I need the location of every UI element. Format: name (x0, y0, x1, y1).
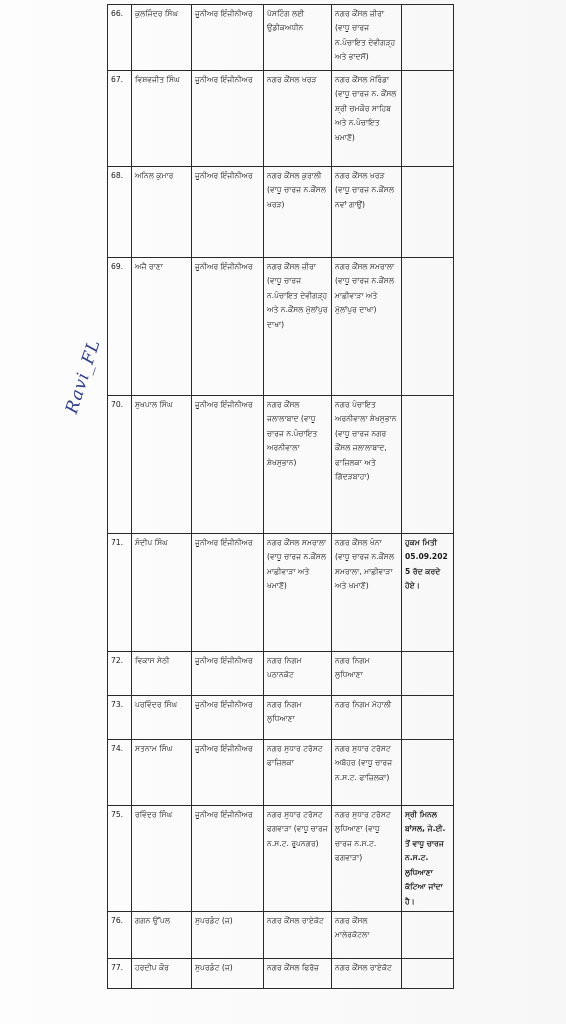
current-posting: ਨਗਰ ਕੌਂਸਲ ਖਰੜ (264, 71, 332, 167)
designation: ਜੂਨੀਅਰ ਇੰਜੀਨੀਅਰ (192, 167, 264, 258)
current-posting: ਨਗਰ ਕੌਂਸਲ ਕੁਰਾਲੀ (ਵਾਧੂ ਚਾਰਜ ਨ.ਕੌਂਸਲ ਖਰੜ) (264, 167, 332, 258)
table-row (108, 652, 454, 696)
remarks (402, 5, 454, 71)
table-row (108, 911, 454, 958)
current-posting: ਨਗਰ ਸੁਧਾਰ ਟਰੱਸਟ ਫਾਜ਼ਿਲਕਾ (264, 740, 332, 806)
employee-name: ਵਿਕਾਸ ਸੇਠੀ (132, 652, 192, 696)
employee-name: ਗਗਨ ਉੱਪਲ (132, 911, 192, 958)
remarks (402, 911, 454, 958)
new-posting: ਨਗਰ ਕੌਂਸਲ ਰਾਏਕੋਟ (332, 958, 402, 988)
table-row (108, 71, 454, 167)
current-posting: ਨਗਰ ਕੌਂਸਲ ਫਿਰੋਜ਼ (264, 958, 332, 988)
serial-number: 70. (108, 396, 132, 534)
table-row (108, 740, 454, 806)
serial-number: 67. (108, 71, 132, 167)
new-posting: ਨਗਰ ਸੁਧਾਰ ਟਰੱਸਟ ਅਬੋਹਰ (ਵਾਧੂ ਚਾਰਜ ਨ.ਸ.ਟ. ਫਾਜ਼ਿਲਕਾ) (332, 740, 402, 806)
serial-number: 68. (108, 167, 132, 258)
current-posting: ਨਗਰ ਕੌਂਸਲ ਸਮਰਾਲਾ (ਵਾਧੂ ਚਾਰਜ ਨ.ਕੌਂਸਲ ਮਾਛੀਵਾੜਾ ਅਤੇ ਖਮਾਣੋਂ) (264, 534, 332, 652)
serial-number: 71. (108, 534, 132, 652)
serial-number: 66. (108, 5, 132, 71)
serial-number: 77. (108, 958, 132, 988)
remarks: ਹੁਕਮ ਮਿਤੀ 05.09.2025 ਰੱਦ ਕਰਦੇ ਹੋਏ। (402, 534, 454, 652)
remarks (402, 258, 454, 396)
new-posting: ਨਗਰ ਕੌਂਸਲ ਮੋਰਿੰਡਾ (ਵਾਧੂ ਚਾਰਜ ਨ. ਕੌਂਸਲ ਸ਼੍ਰੀ ਚਮਕੌਰ ਸਾਹਿਬ ਅਤੇ ਨ.ਪੰਚਾਇਤ ਖਮਾਣੋਂ) (332, 71, 402, 167)
remarks (402, 696, 454, 740)
employee-name: ਸੁਖਪਾਲ ਸਿੰਘ (132, 396, 192, 534)
serial-number: 73. (108, 696, 132, 740)
employee-name: ਕੁਲਜਿੰਦਰ ਸਿੰਘ (132, 5, 192, 71)
table-row (108, 958, 454, 988)
serial-number: 75. (108, 806, 132, 912)
new-posting: ਨਗਰ ਕੌਂਸਲ ਜ਼ੀਰਾ (ਵਾਧੂ ਚਾਰਜ ਨ.ਪੰਚਾਇਤ ਦੇਵੀਗੜ੍ਹ ਅਤੇ ਭਾਦਸੋਂ) (332, 5, 402, 71)
new-posting: ਨਗਰ ਕੌਂਸਲ ਖਰੜ (ਵਾਧੂ ਚਾਰਜ ਨ.ਕੌਂਸਲ ਨਵਾਂ ਗਾਉਂ) (332, 167, 402, 258)
new-posting: ਨਗਰ ਕੌਂਸਲ ਮਾਲੇਰਕੋਟਲਾ (332, 911, 402, 958)
current-posting: ਨਗਰ ਨਿਗਮ ਲੁਧਿਆਣਾ (264, 696, 332, 740)
designation: ਜੂਨੀਅਰ ਇੰਜੀਨੀਅਰ (192, 652, 264, 696)
new-posting: ਨਗਰ ਕੌਂਸਲ ਖੰਨਾ (ਵਾਧੂ ਚਾਰਜ ਨ.ਕੌਂਸਲ ਸਮਰਾਲਾ, ਮਾਛੀਵਾੜਾ ਅਤੇ ਖਮਾਣੋਂ) (332, 534, 402, 652)
current-posting: ਨਗਰ ਕੌਂਸਲ ਜ਼ੀਰਾ (ਵਾਧੂ ਚਾਰਜ ਨ.ਪੰਚਾਇਤ ਦੇਵੀਗੜ੍ਹ ਅਤੇ ਨ.ਕੌਂਸਲ ਮੁੱਲਾਂਪੁਰ ਦਾਖਾ) (264, 258, 332, 396)
designation: ਸੁਪਰਡੰਟ (ਜ) (192, 911, 264, 958)
serial-number: 72. (108, 652, 132, 696)
designation: ਜੂਨੀਅਰ ਇੰਜੀਨੀਅਰ (192, 696, 264, 740)
table-row (108, 258, 454, 396)
employee-name: ਸੰਦੀਪ ਸਿੰਘ (132, 534, 192, 652)
table-row (108, 5, 454, 71)
current-posting: ਨਗਰ ਸੁਧਾਰ ਟਰੱਸਟ ਫਗਵਾੜਾ (ਵਾਧੂ ਚਾਰਜ ਨ.ਸ.ਟ. ਰੂਪਨਗਰ) (264, 806, 332, 912)
employee-name: ਵਿਸ਼ਵਜੀਤ ਸਿੰਘ (132, 71, 192, 167)
remarks (402, 958, 454, 988)
designation: ਜੂਨੀਅਰ ਇੰਜੀਨੀਅਰ (192, 5, 264, 71)
table-row (108, 806, 454, 912)
current-posting: ਨਗਰ ਕੌਂਸਲ ਰਾਏਕੋਟ (264, 911, 332, 958)
employee-name: ਅਨਿਲ ਕੁਮਾਰ (132, 167, 192, 258)
new-posting: ਨਗਰ ਕੌਂਸਲ ਸਮਰਾਲਾ (ਵਾਧੂ ਚਾਰਜ ਨ.ਕੌਂਸਲ ਮਾਛੀਵਾੜਾ ਅਤੇ ਮੁੱਲਾਂਪੁਰ ਦਾਖਾ) (332, 258, 402, 396)
new-posting: ਨਗਰ ਨਿਗਮ ਮੋਹਾਲੀ (332, 696, 402, 740)
current-posting: ਨਗਰ ਕੌਂਸਲ ਜਲਾਲਾਬਾਦ (ਵਾਧੂ ਚਾਰਜ ਨ.ਪੰਚਾਇਤ ਅਰਨੀਵਾਲਾ ਸ਼ੇਖਸੁਭਾਨ) (264, 396, 332, 534)
employee-name: ਹਰਦੀਪ ਕੌਰ (132, 958, 192, 988)
designation: ਜੂਨੀਅਰ ਇੰਜੀਨੀਅਰ (192, 740, 264, 806)
table-row (108, 534, 454, 652)
serial-number: 69. (108, 258, 132, 396)
table-row (108, 396, 454, 534)
designation: ਜੂਨੀਅਰ ਇੰਜੀਨੀਅਰ (192, 396, 264, 534)
employee-name: ਪਰਵਿੰਦਰ ਸਿੰਘ (132, 696, 192, 740)
new-posting: ਨਗਰ ਨਿਗਮ ਲੁਧਿਆਣਾ (332, 652, 402, 696)
transfer-table (107, 4, 454, 989)
designation: ਜੂਨੀਅਰ ਇੰਜੀਨੀਅਰ (192, 258, 264, 396)
new-posting: ਨਗਰ ਪੰਚਾਇਤ ਅਰਨੀਵਾਲਾ ਸ਼ੇਖਸੁਭਾਨ (ਵਾਧੂ ਚਾਰਜ ਨਗਰ ਕੌਂਸਲ ਜਲਾਲਾਬਾਦ, ਫਾਜ਼ਿਲਕਾ ਅਤੇ ਗਿੱਦੜਬਾਹਾ) (332, 396, 402, 534)
employee-name: ਸਤਨਾਮ ਸਿੰਘ (132, 740, 192, 806)
current-posting: ਨਗਰ ਨਿਗਮ ਪਠਾਨਕੋਟ (264, 652, 332, 696)
serial-number: 76. (108, 911, 132, 958)
designation: ਜੂਨੀਅਰ ਇੰਜੀਨੀਅਰ (192, 534, 264, 652)
new-posting: ਨਗਰ ਸੁਧਾਰ ਟਰੱਸਟ ਲੁਧਿਆਣਾ (ਵਾਧੂ ਚਾਰਜ ਨ.ਸ.ਟ. ਫਗਵਾੜਾ) (332, 806, 402, 912)
table-row (108, 696, 454, 740)
remarks: ਸ੍ਰੀ ਮਿਨਲ ਬਾਂਸਲ, ਜੇ.ਈ. ਤੋਂ ਵਾਧੂ ਚਾਰਜ ਨ.ਸ.ਟ. ਲੁਧਿਆਣਾ ਕੱਟਿਆ ਜਾਂਦਾ ਹੈ। (402, 806, 454, 912)
remarks (402, 71, 454, 167)
remarks (402, 740, 454, 806)
designation: ਜੂਨੀਅਰ ਇੰਜੀਨੀਅਰ (192, 806, 264, 912)
remarks (402, 396, 454, 534)
table-row (108, 167, 454, 258)
employee-name: ਅਜੈ ਰਾਣਾ (132, 258, 192, 396)
remarks (402, 652, 454, 696)
designation: ਸੁਪਰਡੰਟ (ਜ) (192, 958, 264, 988)
current-posting: ਪੋਸਟਿੰਗ ਲਈ ਉਡੀਕਅਧੀਨ (264, 5, 332, 71)
employee-name: ਰਵਿੰਦਰ ਸਿੰਘ (132, 806, 192, 912)
remarks (402, 167, 454, 258)
serial-number: 74. (108, 740, 132, 806)
designation: ਜੂਨੀਅਰ ਇੰਜੀਨੀਅਰ (192, 71, 264, 167)
handwritten-margin-note: Ravi_FL (62, 336, 105, 417)
